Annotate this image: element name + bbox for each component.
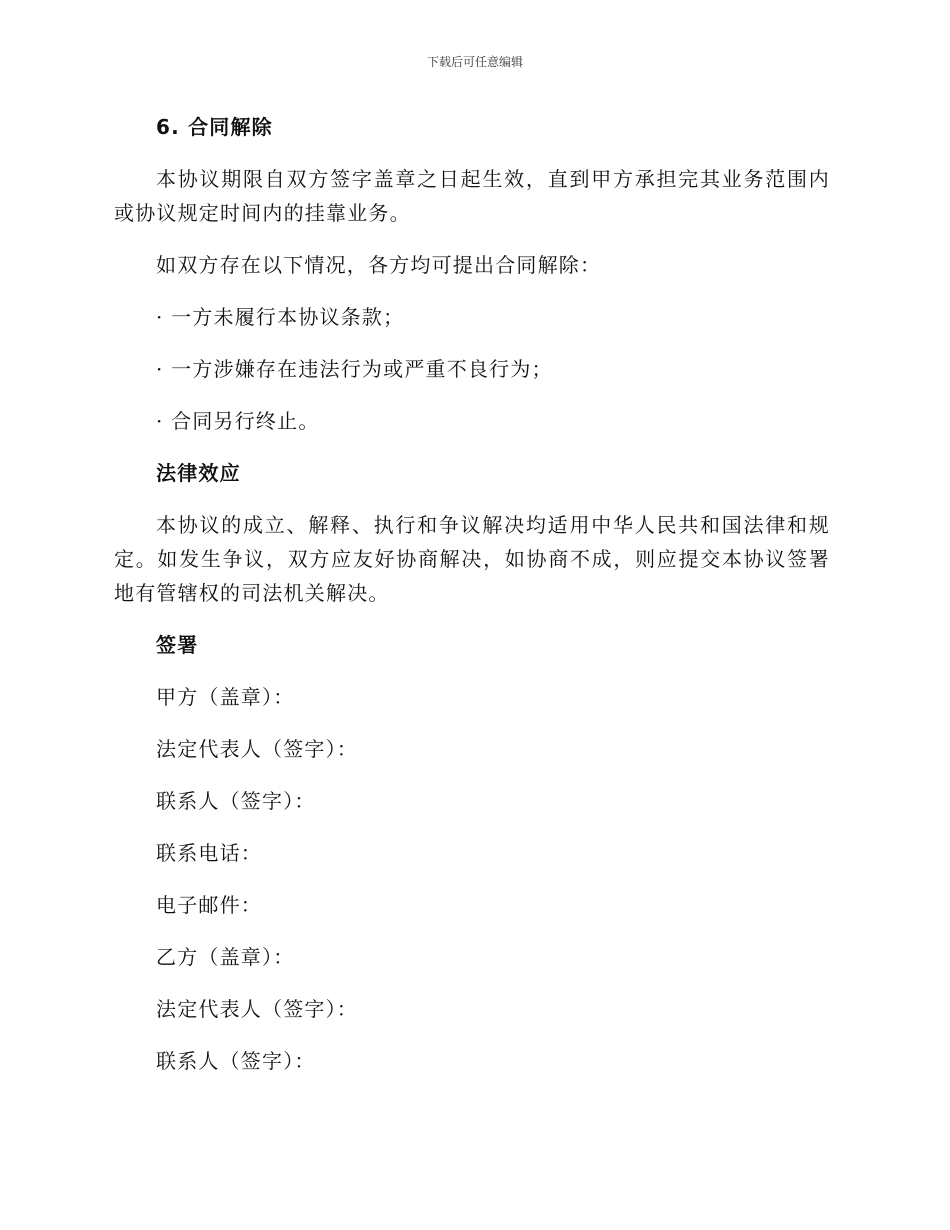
document-body <box>114 110 830 1078</box>
signature-line-party-b-representative: 法定代表人（签字）： <box>156 997 358 1021</box>
legal-paragraph: 本协议的成立、解释、执行和争议解决均适用中华人民共和国法律和规定。如发生争议，双方应友好协商解决，如协商不成，则应提交本协议签署地有管辖权的司法机关解决。 <box>114 513 830 605</box>
section-title-signing: 签署 <box>156 633 199 657</box>
termination-item: · 合同另行终止。 <box>156 409 320 433</box>
signature-line-phone: 联系电话： <box>156 841 262 865</box>
signature-line-party-a-contact: 联系人（签字）： <box>156 789 316 813</box>
signature-line-email: 电子邮件： <box>156 893 262 917</box>
termination-paragraph-2: 如双方存在以下情况，各方均可提出合同解除： <box>156 253 602 277</box>
termination-item: · 一方未履行本协议条款； <box>156 305 405 329</box>
signature-line-party-b-seal: 乙方（盖章）： <box>156 945 295 969</box>
termination-paragraph-1: 本协议期限自双方签字盖章之日起生效，直到甲方承担完其业务范围内或协议规定时间内的挂靠业务。 <box>114 167 830 225</box>
signature-line-party-b-contact: 联系人（签字）： <box>156 1049 316 1073</box>
signature-line-party-a-representative: 法定代表人（签字）： <box>156 737 358 761</box>
section-title-legal: 法律效应 <box>156 461 241 485</box>
signature-line-party-a-seal: 甲方（盖章）： <box>156 685 295 709</box>
page-header: 下载后可任意编辑 <box>426 55 523 69</box>
section-title-termination: 6. 合同解除 <box>156 115 273 139</box>
termination-item: · 一方涉嫌存在违法行为或严重不良行为； <box>156 357 553 381</box>
